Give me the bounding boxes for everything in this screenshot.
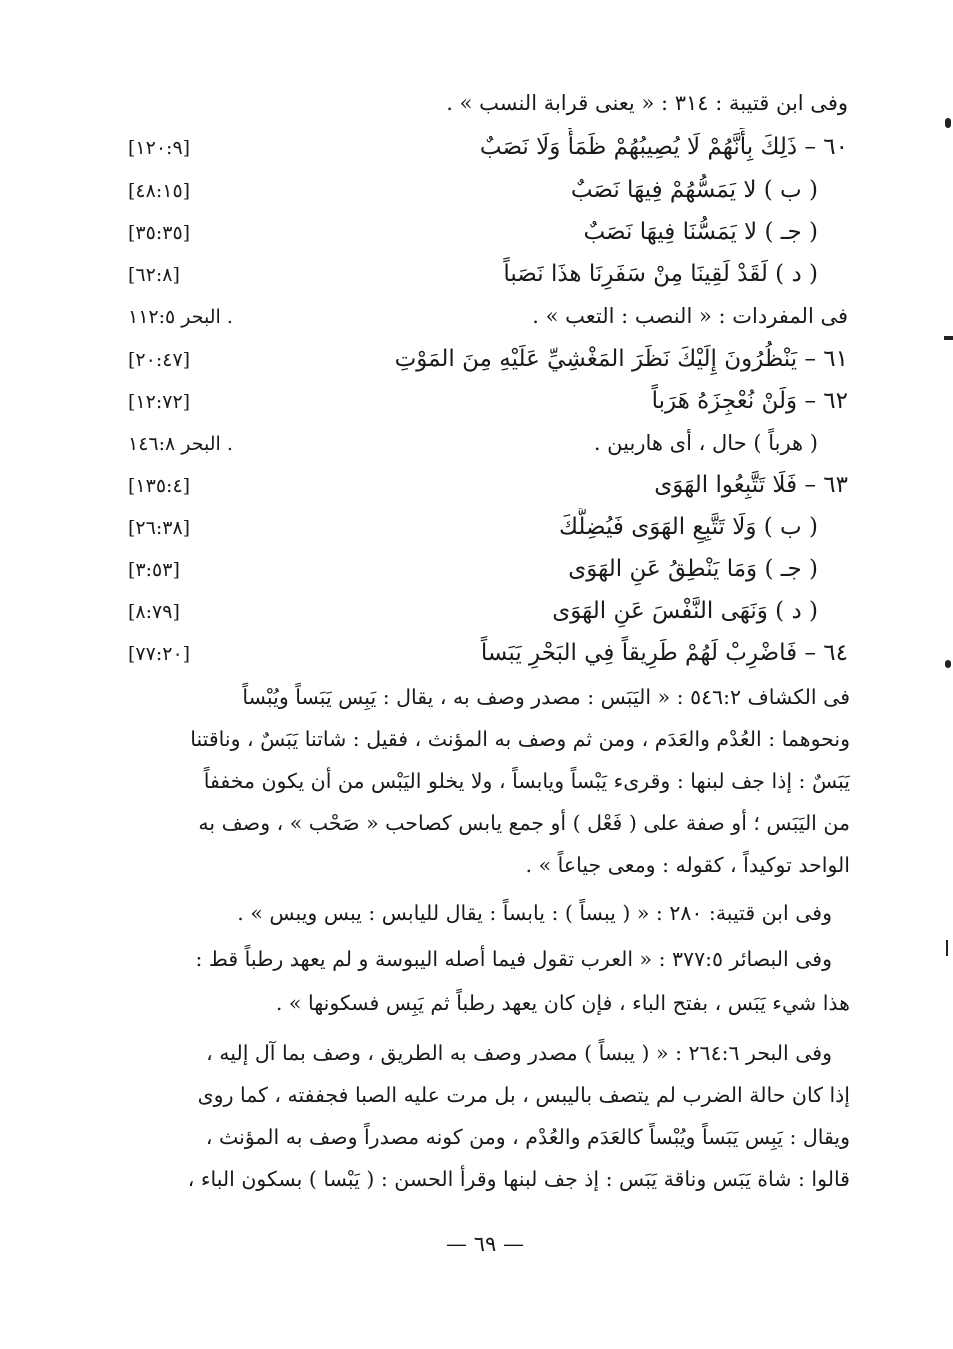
- verse-line-62: [128, 382, 848, 420]
- bahr-line-1: وفى البحر ٢٦٤:٦ : « ( يبساً ) مصدر وصف به الطريق ، وصف بما آل إليه ،: [206, 1041, 832, 1065]
- line-text: ( د ) لَقَدْ لَقِينَا مِنْ سَفَرِنَا هذَا نَصَباً: [503, 261, 818, 287]
- verse-line-63b: [128, 508, 848, 546]
- kashshaf-line-4: من اليَبَس ؛ أو صفة على ( فَعْل ) أو جمع يابس كصاحب « صَحْب » ، وصف به: [198, 811, 850, 835]
- line-reference: [١٢:٧٢]: [128, 391, 191, 413]
- line-text: فى المفردات : « النصب : التعب » .: [532, 304, 848, 328]
- verse-line-60: [128, 128, 848, 166]
- line-text: ( جـ ) وَمَا يَنْطِقُ عَنِ الهَوَى: [568, 556, 818, 582]
- commentary-line-mufradat: [128, 297, 848, 335]
- bahr-line-4: قالوا : شاة يَبَس وناقة يَبَس : إذ جف لبنها وقرأ الحسن : ( يَبْسا ) بسكون الباء ،: [187, 1167, 850, 1191]
- verse-line-63d: [128, 592, 848, 630]
- kashshaf-line-2: ونحوهما : العُدْم والعَدَم ، ومن ثم وصف به المؤنث ، فقيل : شاتنا يَبَسٌ ، وناقتنا: [190, 727, 850, 751]
- line-reference: [٢٦:٣٨]: [128, 517, 191, 539]
- verse-line-64: [128, 634, 848, 672]
- line-text: ٦٤ – فَاضْرِبْ لَهُمْ طَرِيقاً فِي البَحْرِ يَبَساً: [480, 640, 848, 666]
- line-reference: [٨:٧٩]: [128, 601, 180, 623]
- line-reference: [١٢٠:٩]: [128, 137, 191, 159]
- line-text: ( جـ ) لا يَمَسُّنَا فِيهَا نَصَبٌ: [583, 219, 818, 245]
- scan-mark: [946, 940, 948, 956]
- line-text: ٦٢ – وَلَنْ نُعْجِزَهُ هَرَباً: [651, 388, 848, 414]
- scan-mark: [945, 118, 951, 128]
- verse-line-63: [128, 466, 848, 504]
- line-reference: [٤٨:١٥]: [128, 180, 191, 202]
- line-reference: البحر ١١٢:٥ .: [128, 306, 233, 328]
- bahr-line-2: إذا كان حالة الضرب لم يتصف باليبس ، بل مرت عليه الصبا فجففته ، كما روى: [197, 1083, 850, 1107]
- basair-line-2: هذا شيء يَبَس ، بفتح الباء ، فإن كان يعهد رطباً ثم يَبِس فسكونها » .: [275, 991, 850, 1015]
- line-text: وفى ابن قتيبة : ٣١٤ : « يعنى قرابة النسب » .: [446, 91, 848, 115]
- page-number: — ٦٩ —: [446, 1232, 524, 1256]
- line-text: ٦٣ – فَلَا تَتَّبِعُوا الهَوَى: [654, 472, 848, 498]
- line-text: ( هرباً ) حال ، أى هاربين .: [593, 431, 818, 455]
- line-text: ( ب ) وَلَا تَتَّبِعِ الهَوَى فَيُضِلَّكَ: [559, 514, 818, 540]
- kashshaf-line-1: فى الكشاف ٥٤٦:٢ : « اليَبَس : مصدر وصف به ، يقال : يَبِس يَبَساً ويُبْساً: [242, 685, 850, 709]
- basair-line-1: وفى البصائر ٣٧٧:٥ : « العرب تقول فيما أصله اليبوسة و لم يعهد رطباً قط :: [195, 947, 832, 971]
- verse-line-60b: [128, 171, 848, 209]
- scan-mark: [945, 660, 951, 668]
- line-reference: [٣٥:٣٥]: [128, 222, 191, 244]
- verse-line-60d: [128, 255, 848, 293]
- verse-line-63c: [128, 550, 848, 588]
- kashshaf-line-3: يَبَسٌ : إذا جف لبنها : وقرىء يَبْساً ويابساً ، ولا يخلو اليَبْس من أن يكون مخففاً: [203, 769, 850, 793]
- line-reference: [٧٧:٢٠]: [128, 643, 191, 665]
- qutayba-line: وفى ابن قتيبة: ٢٨٠ : « ( يبساً ) : يابساً : يقال لليابس : يبس ويبس » .: [237, 901, 832, 925]
- text-line-1: [128, 84, 848, 122]
- bahr-line-3: ويقال : يَبِس يَبَساً ويُبْساً كالعَدَم والعُدْم ، ومن كونه مصدراً وصف به المؤنث ،: [205, 1125, 850, 1149]
- commentary-line-haraban: [128, 424, 848, 462]
- line-reference: [٢٠:٤٧]: [128, 349, 191, 371]
- kashshaf-line-5: الواحد توكيداً ، كقوله : ومعى جياعاً » .: [525, 853, 850, 877]
- verse-line-61: [128, 340, 848, 378]
- line-reference: [٦٢:٨]: [128, 264, 180, 286]
- line-text: ( د ) وَنَهَى النَّفْسَ عَنِ الهَوَى: [552, 598, 818, 624]
- line-reference: البحر ١٤٦:٨ .: [128, 433, 233, 455]
- line-reference: [١٣٥:٤]: [128, 475, 191, 497]
- line-text: ٦٠ – ذَلِكَ بِأَنَّهُمْ لَا يُصِيبُهُمْ ظَمَأٌ وَلَا نَصَبٌ: [479, 134, 848, 160]
- line-text: ( ب ) لا يَمَسُّهُمْ فِيهَا نَصَبٌ: [570, 177, 818, 203]
- verse-line-60c: [128, 213, 848, 251]
- line-reference: [٣:٥٣]: [128, 559, 180, 581]
- line-text: ٦١ – يَنْظُرُونَ إِلَيْكَ نَظَرَ المَغْشِيِّ عَلَيْهِ مِنَ المَوْتِ: [394, 346, 848, 372]
- scan-mark: [944, 336, 953, 340]
